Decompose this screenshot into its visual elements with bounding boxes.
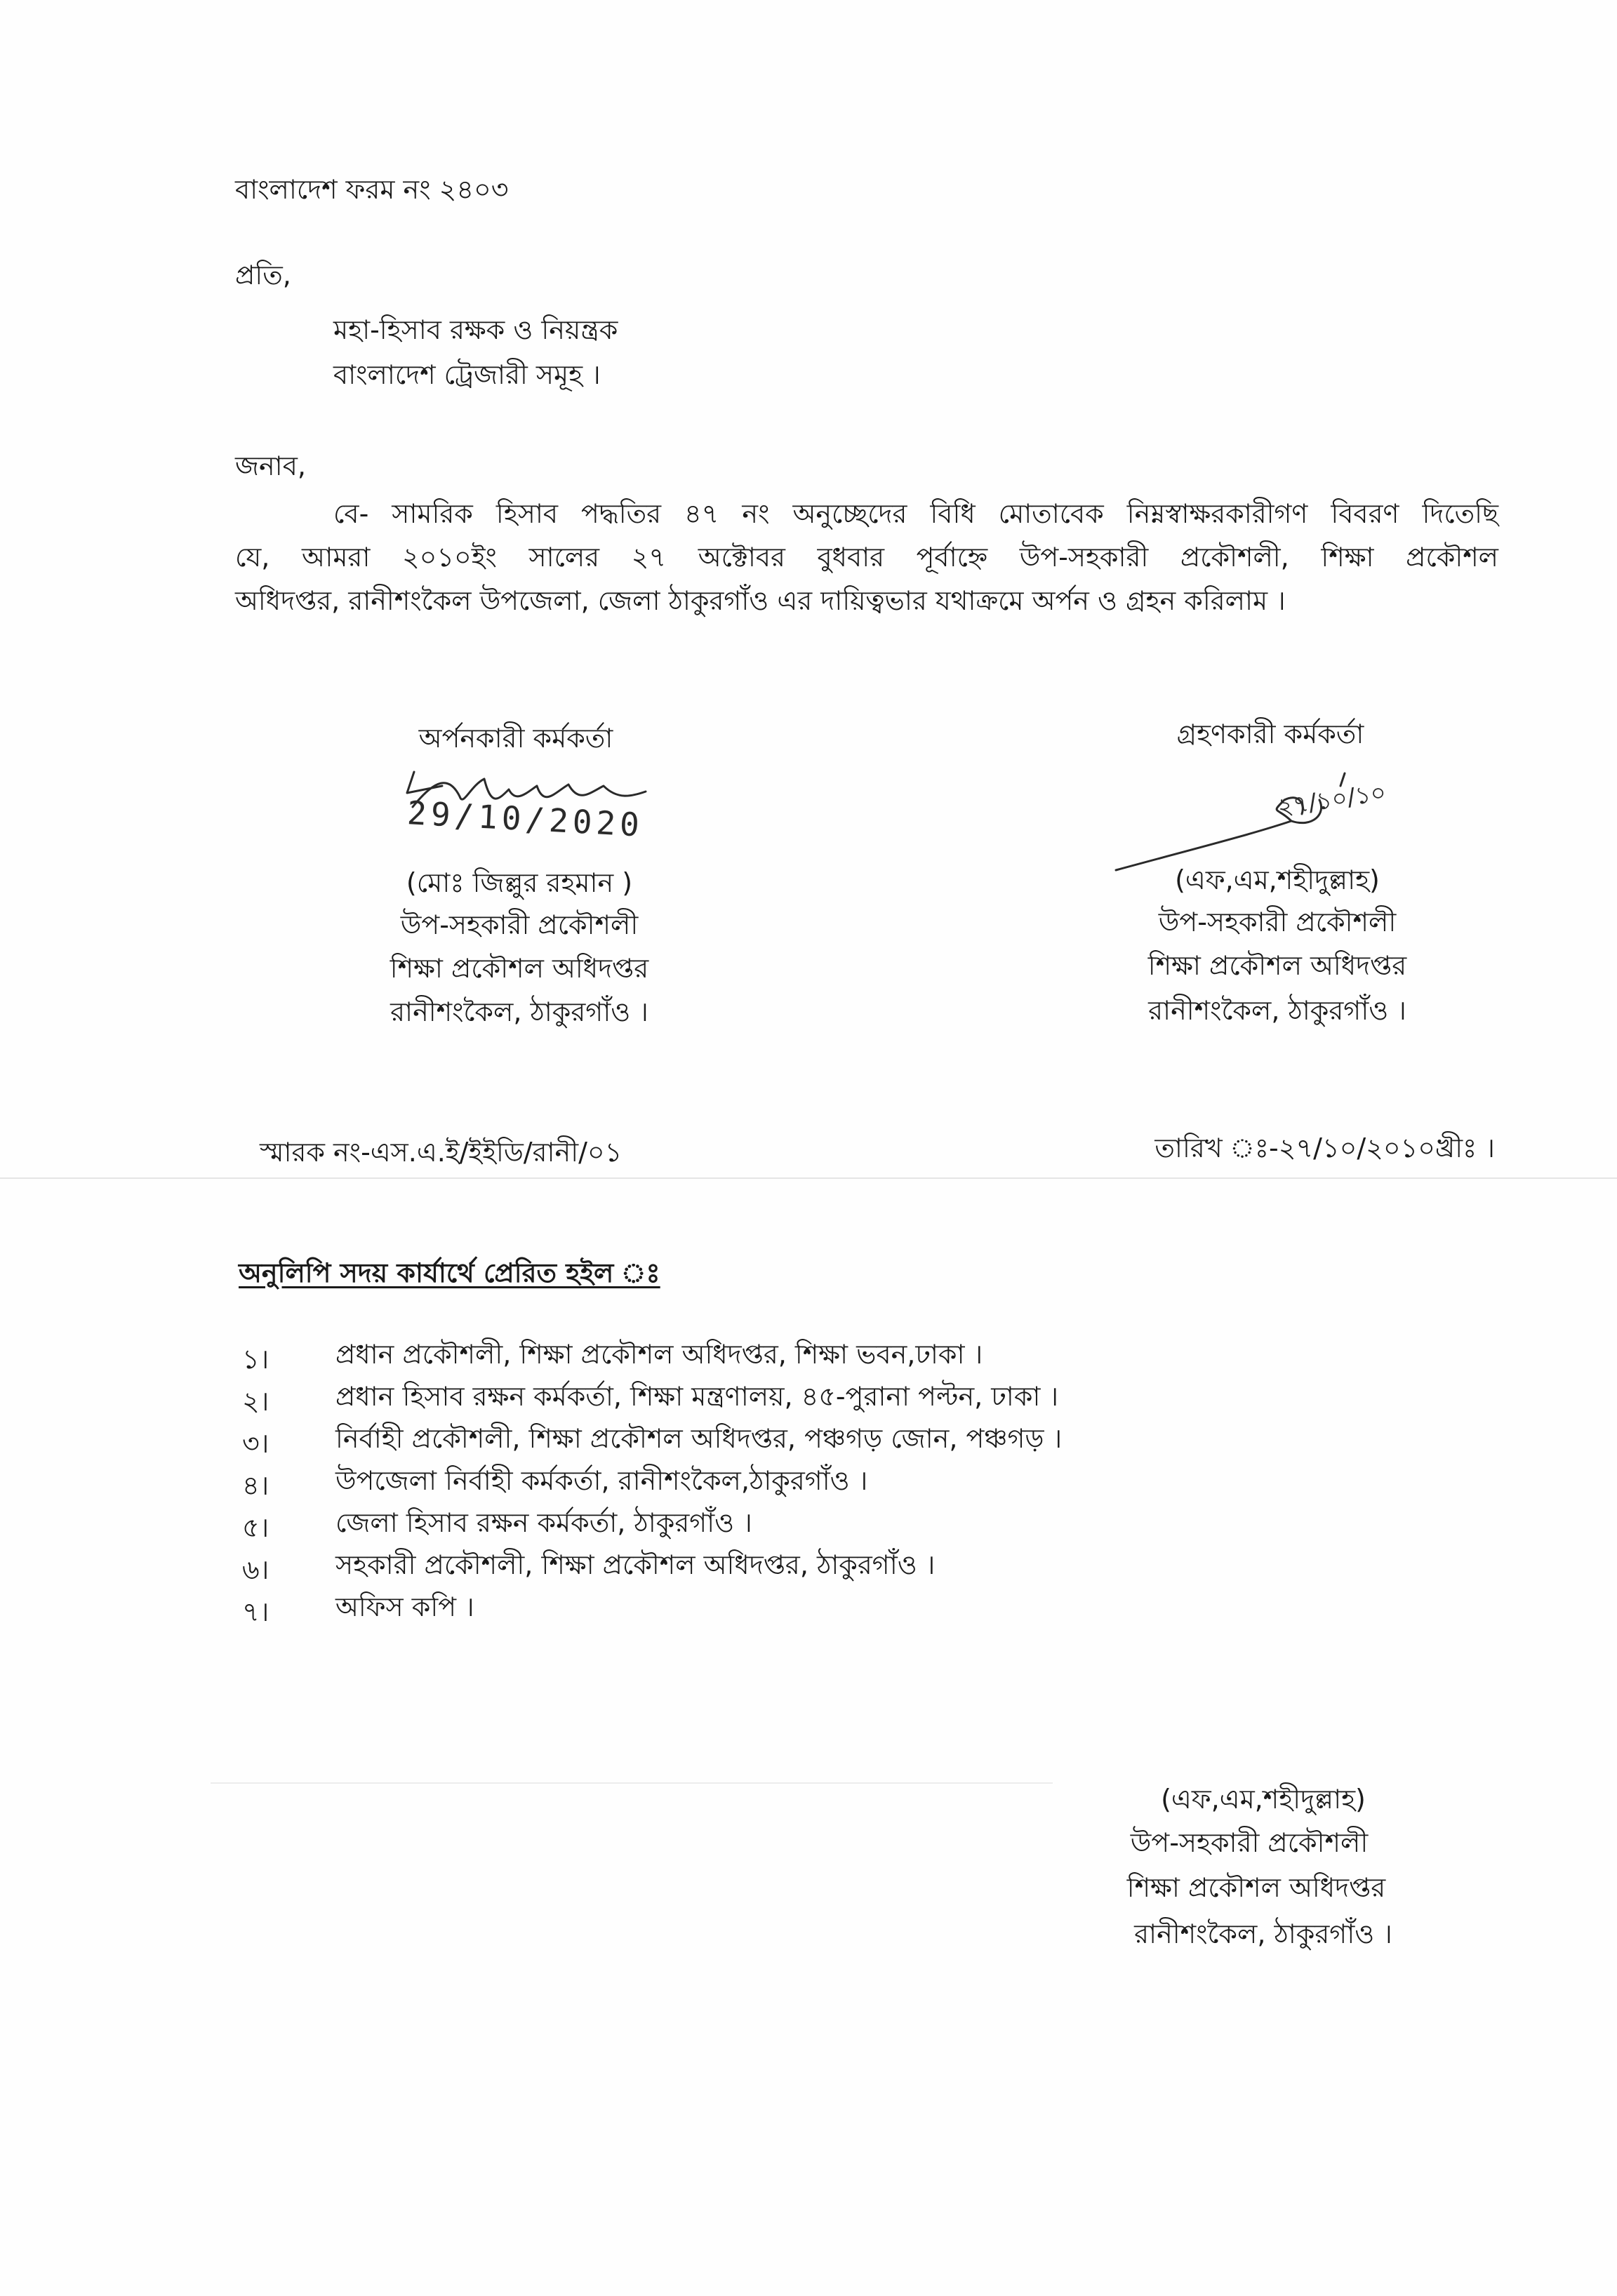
receiving-officer-signature-date: ২৭/১০/১০: [1275, 778, 1388, 822]
copy-list-item: সহকারী প্রকৌশলী, শিক্ষা প্রকৌশল অধিদপ্তর, ঠাকুরগাঁও ।: [335, 1549, 936, 1580]
copy-list-item: প্রধান হিসাব রক্ষন কর্মকর্তা, শিক্ষা মন্ত্রণালয়, ৪৫-পুরানা পল্টন, ঢাকা ।: [335, 1381, 1059, 1412]
receiving-officer-title: গ্রহণকারী কর্মকর্তা: [1176, 719, 1364, 749]
handing-officer-name: (মোঃ জিল্লুর রহমান ): [406, 867, 633, 898]
handing-officer-signature-date: 29/10/2020: [406, 794, 645, 844]
receiving-officer-location: রানীশংকৈল, ঠাকুরগাঁও ।: [1148, 995, 1406, 1026]
body-line-3: অধিদপ্তর, রানীশংকৈল উপজেলা, জেলা ঠাকুরগাঁও এর দায়িত্বভার যথাক্রমে অর্পন ও গ্রহন করিলাম ।: [235, 585, 1286, 616]
footer-signatory-location: রানীশংকৈল, ঠাকুরগাঁও ।: [1134, 1918, 1392, 1949]
body-line-1: বে- সামরিক হিসাব পদ্ধতির ৪৭ নং অনুচ্ছেদের বিধি মোতাবেক নিম্নস্বাক্ষরকারীগণ বিবরণ দিতেছি: [333, 498, 1498, 529]
copy-list-item: অফিস কপি ।: [335, 1591, 474, 1622]
greeting: জনাব,: [235, 450, 306, 481]
footer-signatory-designation: উপ-সহকারী প্রকৌশলী: [1130, 1827, 1369, 1858]
handing-officer-designation: উপ-সহকারী প্রকৌশলী: [400, 909, 639, 940]
salutation-to: প্রতি,: [235, 260, 291, 291]
scan-artifact-line: [211, 1782, 1053, 1784]
copy-list-number: ৬।: [242, 1554, 270, 1585]
receiving-officer-signature: [1109, 765, 1474, 877]
copy-list-item: জেলা হিসাব রক্ষন কর্মকর্তা, ঠাকুরগাঁও ।: [335, 1507, 752, 1538]
memo-reference: স্মারক নং-এস.এ.ই/ইইডি/রানী/০১: [260, 1137, 623, 1168]
copy-list-number: ৪।: [242, 1470, 270, 1501]
footer-signatory-office: শিক্ষা প্রকৌশল অধিদপ্তর: [1126, 1872, 1386, 1903]
receiving-officer-office: শিক্ষা প্রকৌশল অধিদপ্তর: [1147, 950, 1407, 981]
recipient-line-1: মহা-হিসাব রক্ষক ও নিয়ন্ত্রক: [333, 314, 618, 345]
copy-list-item: নির্বাহী প্রকৌশলী, শিক্ষা প্রকৌশল অধিদপ্তর, পঞ্চগড় জোন, পঞ্চগড় ।: [335, 1423, 1063, 1454]
copy-list-number: ৫।: [242, 1512, 270, 1543]
copy-list-item: উপজেলা নির্বাহী কর্মকর্তা, রানীশংকৈল,ঠাকুরগাঁও ।: [335, 1465, 868, 1496]
scan-artifact-line: [0, 1177, 1617, 1179]
handing-officer-location: রানীশংকৈল, ঠাকুরগাঁও ।: [390, 996, 648, 1027]
handing-officer-office: শিক্ষা প্রকৌশল অধিদপ্তর: [390, 953, 649, 984]
copy-list-number: ৭।: [242, 1596, 270, 1627]
copy-list-number: ২।: [242, 1386, 270, 1417]
recipient-line-2: বাংলাদেশ ট্রেজারী সমূহ ।: [333, 359, 601, 390]
memo-date: তারিখ ঃ-২৭/১০/২০১০খ্রীঃ ।: [1154, 1133, 1495, 1163]
body-line-2: যে, আমরা ২০১০ইং সালের ২৭ অক্টোবর বুধবার পূর্বাহ্নে উপ-সহকারী প্রকৌশলী, শিক্ষা প্রকৌশল: [235, 542, 1498, 573]
copy-heading: অনুলিপি সদয় কার্যার্থে প্রেরিত হইল ঃ: [239, 1257, 660, 1288]
receiving-officer-name: (এফ,এম,শহীদুল্লাহ): [1175, 865, 1380, 895]
copy-list-item: প্রধান প্রকৌশলী, শিক্ষা প্রকৌশল অধিদপ্তর, শিক্ষা ভবন,ঢাকা ।: [335, 1339, 983, 1370]
form-number: বাংলাদেশ ফরম নং ২৪০৩: [235, 174, 509, 205]
receiving-officer-designation: উপ-সহকারী প্রকৌশলী: [1158, 907, 1397, 937]
copy-list-number: ৩।: [242, 1428, 270, 1459]
footer-signatory-name: (এফ,এম,শহীদুল্লাহ): [1161, 1784, 1366, 1815]
handing-officer-title: অর্পনকারী কর্মকর্তা: [418, 723, 613, 754]
copy-list-number: ১।: [242, 1344, 270, 1375]
